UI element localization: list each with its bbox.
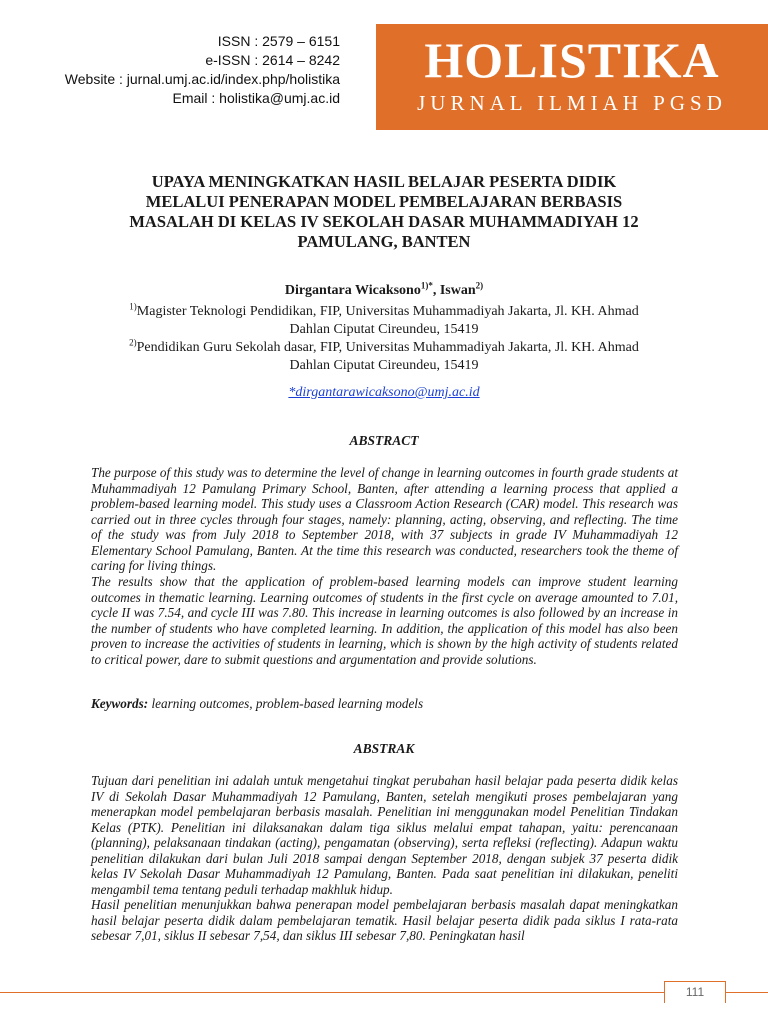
journal-banner	[376, 24, 768, 130]
email-text: Email : holistika@umj.ac.id	[172, 90, 340, 106]
paper-title	[100, 172, 668, 252]
journal-subtitle: JURNAL ILMIAH PGSD	[417, 91, 727, 115]
abstract-heading: ABSTRACT	[349, 433, 419, 448]
affiliation-2-mark: 2)	[129, 337, 137, 348]
title-line: PAMULANG, BANTEN	[297, 232, 471, 251]
page-number: 111	[664, 981, 726, 1003]
affiliation-2-line2: Dahlan Ciputat Cireundeu, 15419	[289, 358, 479, 373]
website-text: Website : jurnal.umj.ac.id/index.php/holistika	[64, 71, 340, 87]
author-separator: ,	[432, 283, 440, 298]
abstract-paragraph-1: The purpose of this study was to determine the level of change in learning outcomes in fourth grade students at Muhammadiyah 12 Pamulang Primary School, Banten, after attending a learning process that applied a problem-based learning model. This study uses a Classroom Action Research (CAR) model. This research was carried out in three cycles through four stages, namely: planning, acting, observing, and reflecting. The time of the study was from July 2018 to September 2018, with 37 subjects in grade IV Muhammadiyah 12 Elementary School Pamulang, Banten. At the time this research was conducted, researchers took the theme of caring for living things.	[91, 465, 678, 573]
abstrak-heading: ABSTRAK	[353, 741, 415, 756]
affiliation-2-line1: Pendidikan Guru Sekolah dasar, FIP, Universitas Muhammadiyah Jakarta, Jl. KH. Ahmad	[136, 340, 639, 355]
affiliation-1	[80, 303, 688, 321]
footer-rule	[0, 992, 768, 993]
eissn-text: e-ISSN : 2614 – 8242	[205, 52, 340, 68]
issn-text: ISSN : 2579 – 6151	[217, 33, 340, 49]
author-2: Iswan	[439, 283, 476, 298]
abstrak-paragraph-2: Hasil penelitian menunjukkan bahwa penerapan model pembelajaran berbasis masalah dapat meningkatkan hasil belajar peserta didik dalam pembelajaran tematik. Hasil belajar peserta didik pada siklus I rata-rata sebesar 7,01, siklus II sebesar 7,54, dan siklus III sebesar 7,80. Peningkatan hasil	[91, 897, 678, 943]
journal-name: HOLISTIKA	[424, 32, 720, 88]
title-line: MELALUI PENERAPAN MODEL PEMBELAJARAN BERBASIS	[145, 192, 623, 211]
author-1-mark: 1)*	[420, 280, 433, 291]
title-line: UPAYA MENINGKATKAN HASIL BELAJAR PESERTA DIDIK	[151, 172, 617, 191]
affiliation-1-mark: 1)	[129, 301, 137, 312]
journal-metadata	[0, 32, 340, 108]
keywords-text: learning outcomes, problem-based learning models	[148, 696, 424, 711]
author-1: Dirgantara Wicaksono	[284, 283, 421, 298]
author-2-mark: 2)	[475, 280, 484, 291]
keywords	[91, 696, 678, 712]
author-block	[80, 282, 688, 375]
abstrak-paragraph-1: Tujuan dari penelitian ini adalah untuk mengetahui tingkat perubahan hasil belajar pada peserta didik kelas IV di Sekolah Dasar Muhammadiyah 12 Pamulang, Banten, setelah mengikuti proses pembelajaran yang menerapkan model pembelajaran berbasis masalah. Penelitian ini menggunakan model Penelitian Tindakan Kelas (PTK). Penelitian ini dilaksanakan dalam tiga siklus melalui empat tahapan, yaitu: perencanaan (planning), pelaksanaan tindakan (acting), pengamatan (observing), serta refleksi (reflecting). Adapun waktu penelitian dilakukan dari bulan Juli 2018 sampai dengan September 2018, dengan subjek 37 peserta didik kelas IV Sekolah Dasar Muhammadiyah 12 Pamulang, Banten. Pada saat penelitian ini dilakukan, peneliti mengambil tema tentang peduli terhadap makhluk hidup.	[91, 773, 678, 897]
author-names	[80, 282, 688, 300]
title-line: MASALAH DI KELAS IV SEKOLAH DASAR MUHAMMADIYAH 12	[129, 212, 639, 231]
author-email-link[interactable]: *dirgantarawicaksono@umj.ac.id	[288, 385, 480, 400]
affiliation-1-line1: Magister Teknologi Pendidikan, FIP, Universitas Muhammadiyah Jakarta, Jl. KH. Ahmad	[136, 304, 639, 319]
affiliation-1-line2: Dahlan Ciputat Cireundeu, 15419	[289, 322, 479, 337]
affiliation-2	[80, 339, 688, 357]
keywords-label: Keywords:	[91, 696, 149, 711]
abstract-paragraph-2: The results show that the application of problem-based learning models can improve student learning outcomes in thematic learning. Learning outcomes of students in the first cycle on average amounted to 7.01, cycle II was 7.54, and cycle III was 7.80. This increase in learning outcomes is also followed by an increase in the number of students who have completed learning. In addition, the application of this model has also been proven to increase the activities of students in learning, which is shown by the high activity of students related to critical power, dare to submit questions and argumentation and provide solutions.	[91, 574, 678, 667]
